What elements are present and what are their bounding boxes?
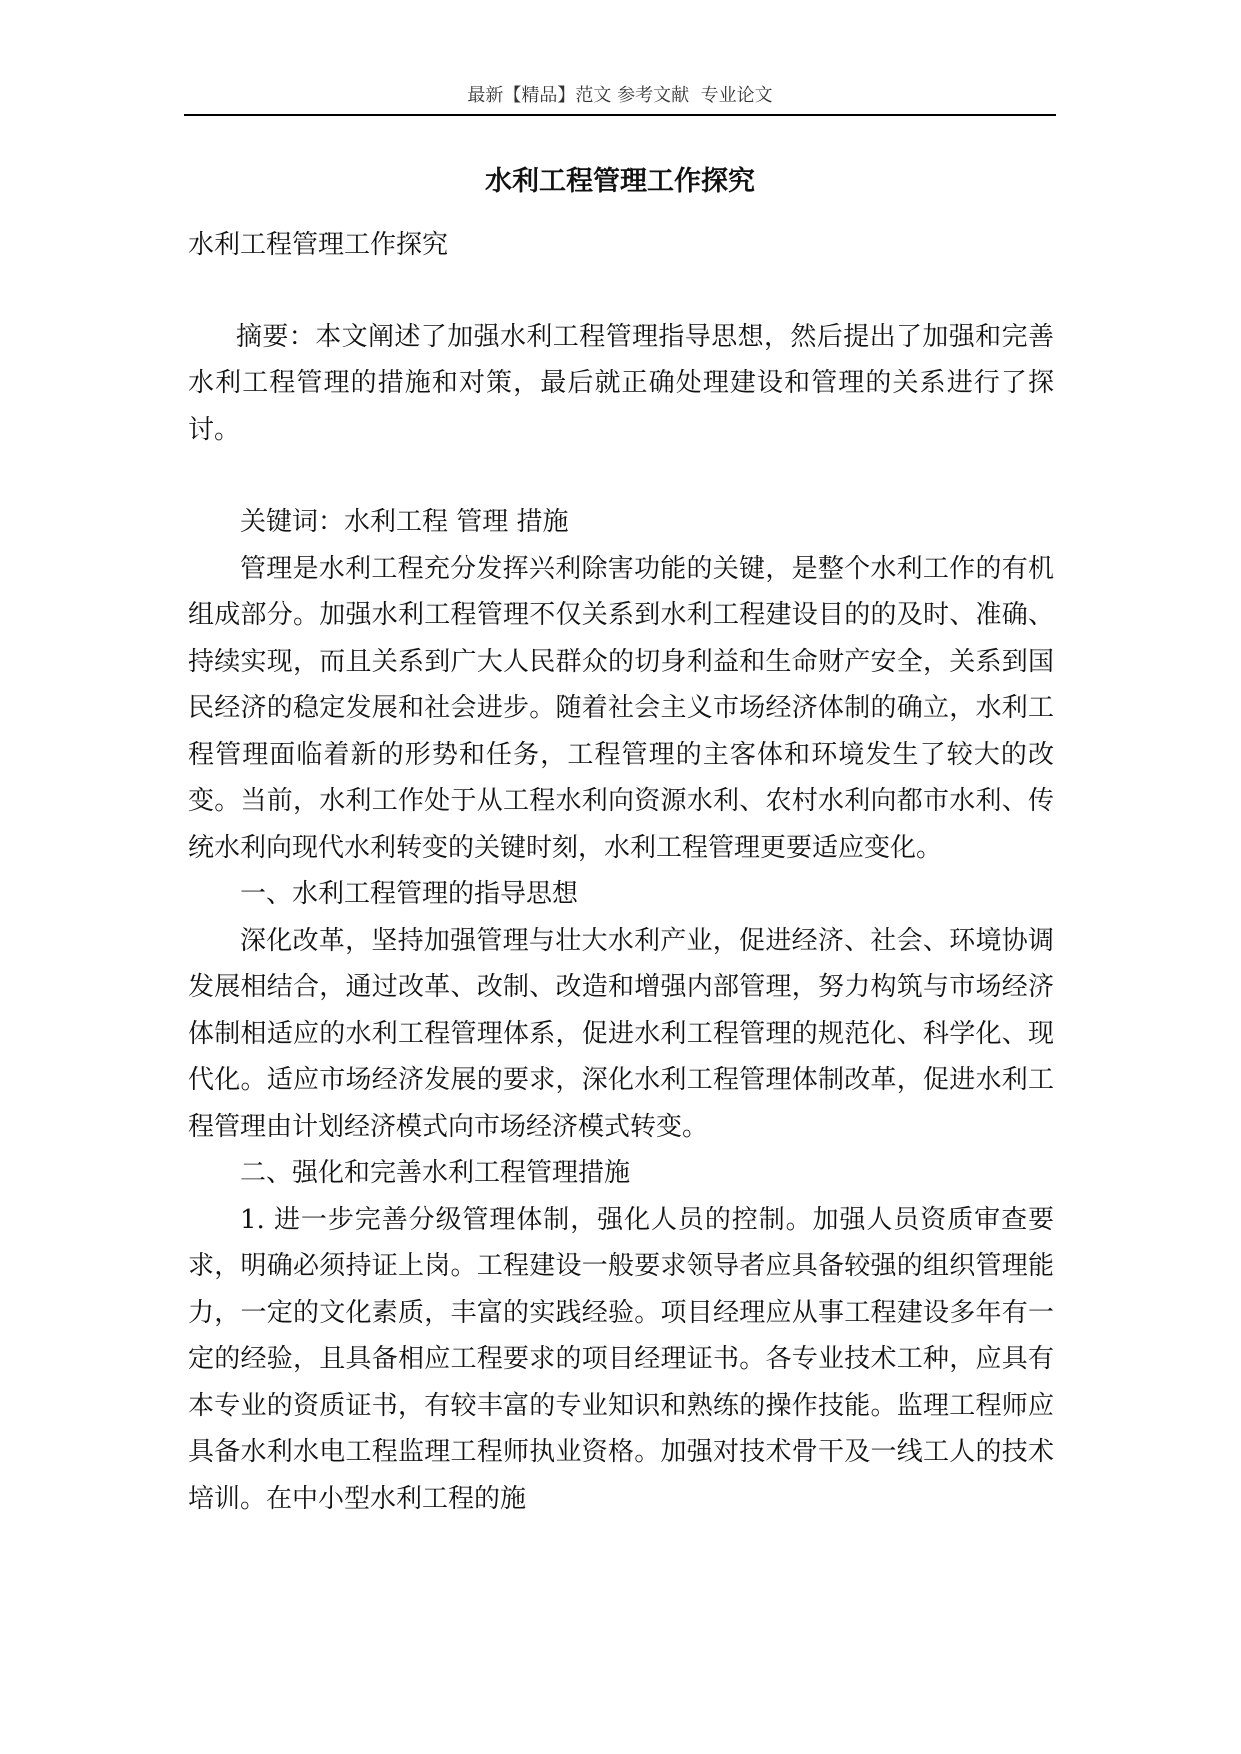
keywords-line: 关键词：水利工程 管理 措施 bbox=[240, 507, 569, 537]
section-heading-1: 一、水利工程管理的指导思想 bbox=[240, 879, 579, 909]
document-body bbox=[188, 222, 1054, 1522]
intro-paragraph: 管理是水利工程充分发挥兴利除害功能的关键，是整个水利工作的有机组成部分。加强水利工程管理不仅关系到水利工程建设目的的及时、准确、持续实现，而且关系到广大人民群众的切身利益和生命财产安全，关系到国民经济的稳定发展和社会进步。随着社会主义市场经济体制的确立，水利工程管理面临着新的形势和任务，工程管理的主客体和环境发生了较大的改变。当前，水利工作处于从工程水利向资源水利、农村水利向都市水利、传统水利向现代水利转变的关键时刻，水利工程管理更要适应变化。 bbox=[188, 553, 1054, 863]
section-heading-2: 二、强化和完善水利工程管理措施 bbox=[240, 1158, 631, 1188]
abstract-paragraph: 摘要：本文阐述了加强水利工程管理指导思想，然后提出了加强和完善水利工程管理的措施和对策，最后就正确处理建设和管理的关系进行了探讨。 bbox=[188, 321, 1054, 445]
section-paragraph-2: 1. 进一步完善分级管理体制，强化人员的控制。加强人员资质审查要求，明确必须持证上岗。工程建设一般要求领导者应具备较强的组织管理能力，一定的文化素质，丰富的实践经验。项目经理应从事工程建设多年有一定的经验，且具备相应工程要求的项目经理证书。各专业技术工种，应具有本专业的资质证书，有较丰富的专业知识和熟练的操作技能。监理工程师应具备水利水电工程监理工程师执业资格。加强对技术骨干及一线工人的技术培训。在中小型水利工程的施 bbox=[188, 1204, 1054, 1514]
document-subtitle: 水利工程管理工作探究 bbox=[188, 230, 449, 260]
page-header: 最新【精品】范文 参考文献 专业论文 bbox=[467, 85, 773, 106]
document-title: 水利工程管理工作探究 bbox=[485, 166, 755, 197]
section-paragraph-1: 深化改革，坚持加强管理与壮大水利产业，促进经济、社会、环境协调发展相结合，通过改革、改制、改造和增强内部管理，努力构筑与市场经济体制相适应的水利工程管理体系，促进水利工程管理的规范化、科学化、现代化。适应市场经济发展的要求，深化水利工程管理体制改革，促进水利工程管理由计划经济模式向市场经济模式转变。 bbox=[188, 925, 1054, 1142]
header-divider bbox=[184, 114, 1056, 116]
